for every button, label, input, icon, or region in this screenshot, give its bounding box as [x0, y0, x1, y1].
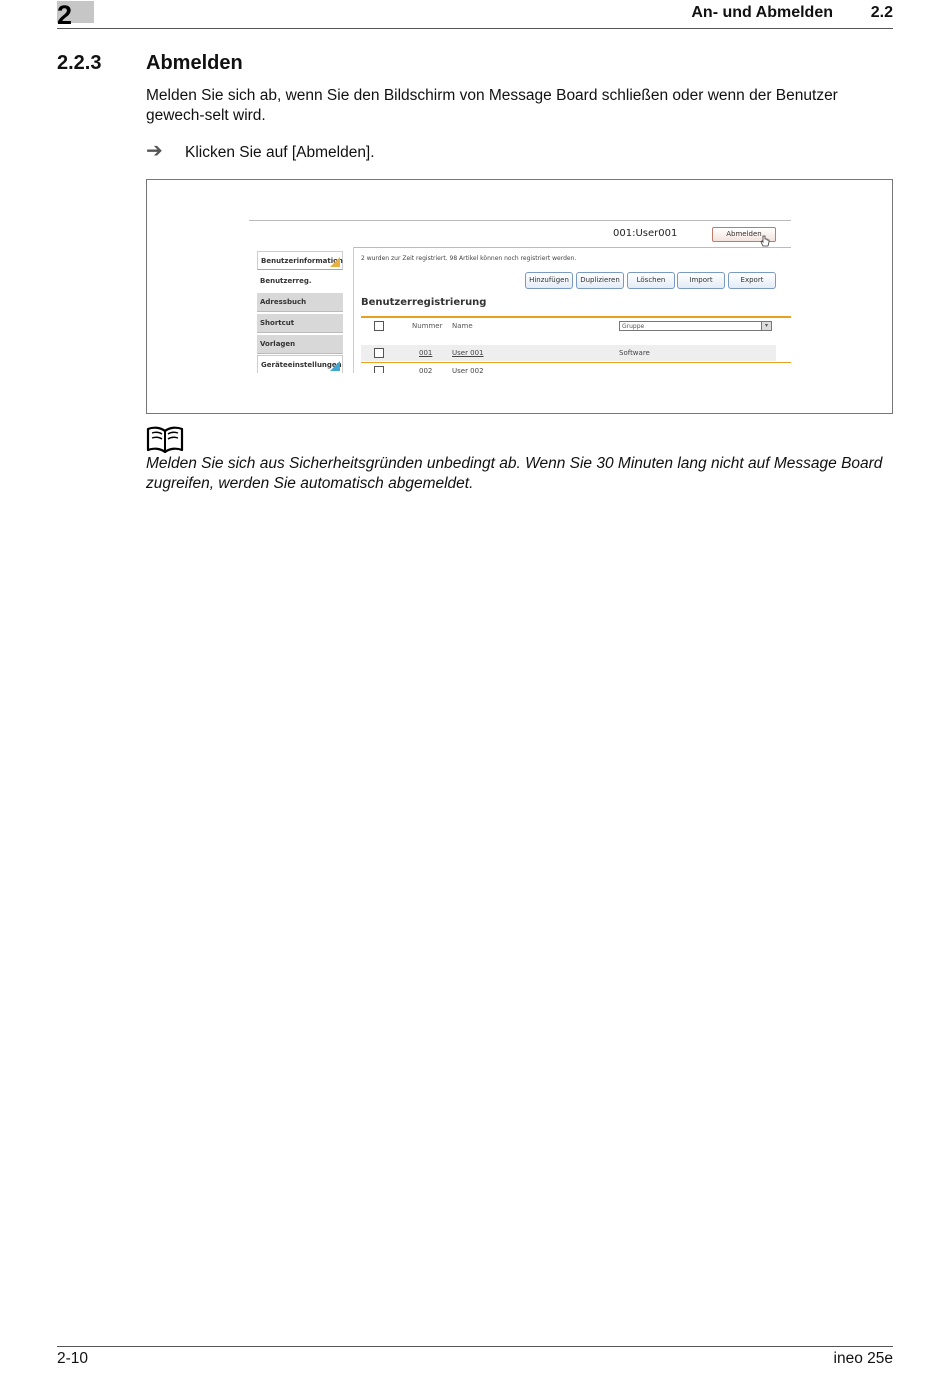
delete-button[interactable]: Löschen — [627, 272, 675, 289]
step-arrow-icon: ➔ — [146, 140, 163, 162]
orange-divider — [361, 316, 791, 318]
row-name-link[interactable]: User 001 — [452, 349, 484, 357]
row-number-link[interactable]: 001 — [419, 349, 433, 357]
sidebar-item-vorlagen[interactable] — [257, 335, 343, 354]
footer-divider — [57, 1346, 893, 1347]
select-all-checkbox[interactable] — [374, 321, 384, 331]
sidebar-item-geraeteeinstellungen[interactable] — [257, 355, 343, 373]
sidebar-item-benutzerreg[interactable] — [257, 272, 343, 291]
product-name: ineo 25e — [833, 1350, 893, 1367]
column-header-number: Nummer — [412, 322, 443, 330]
row-checkbox[interactable] — [374, 366, 384, 373]
duplicate-button[interactable]: Duplizieren — [576, 272, 624, 289]
export-button[interactable]: Export — [728, 272, 776, 289]
step-instruction: Klicken Sie auf [Abmelden]. — [185, 144, 375, 161]
sidebar-item-label: Geräteeinstellungen — [261, 361, 342, 369]
sidebar-item-label: Benutzerreg. — [260, 277, 312, 285]
group-select[interactable] — [619, 321, 772, 331]
chapter-number: 2 — [57, 0, 73, 30]
sidebar-item-benutzerinformation[interactable] — [257, 251, 343, 270]
header-divider — [57, 28, 893, 29]
row-checkbox[interactable] — [374, 348, 384, 358]
open-book-icon — [146, 426, 184, 453]
add-button[interactable]: Hinzufügen — [525, 272, 573, 289]
sidebar-item-label: Adressbuch — [260, 298, 307, 306]
corner-triangle-icon — [330, 257, 340, 267]
row-group: Software — [619, 349, 650, 357]
row-divider — [361, 362, 791, 363]
page-number: 2-10 — [57, 1350, 89, 1367]
chapter-tab — [57, 0, 94, 30]
column-header-name: Name — [452, 322, 473, 330]
row-number-link[interactable]: 002 — [419, 367, 433, 373]
row-name-link[interactable]: User 002 — [452, 367, 484, 373]
import-button[interactable]: Import — [677, 272, 725, 289]
ui-heading: Benutzerregistrierung — [361, 297, 487, 308]
sidebar-item-adressbuch[interactable] — [257, 293, 343, 312]
sidebar-item-label: Vorlagen — [260, 340, 296, 348]
logged-in-user: 001:User001 — [613, 228, 678, 239]
chevron-down-icon: ▾ — [761, 322, 771, 330]
screenshot-figure — [146, 179, 893, 414]
section-title: Abmelden — [146, 52, 243, 74]
logout-button[interactable]: Abmelden — [712, 227, 776, 242]
section-number: 2.2.3 — [57, 52, 102, 74]
sidebar-item-shortcut[interactable] — [257, 314, 343, 333]
note-text: Melden Sie sich aus Sicherheitsgründen unbedingt ab. Wenn Sie 30 Minuten lang nicht auf Message Board zugreifen, werden Sie automatisch abgemeldet. — [146, 455, 883, 492]
corner-triangle-icon — [330, 361, 340, 371]
ui-top-bar — [249, 220, 791, 248]
hand-cursor-icon — [760, 235, 770, 247]
ui-sidebar — [249, 247, 354, 373]
sidebar-item-label: Benutzerinformation — [261, 257, 343, 265]
header-title: An- und Abmelden — [691, 4, 833, 21]
header-section-number: 2.2 — [870, 4, 893, 21]
sidebar-item-label: Shortcut — [260, 319, 295, 327]
group-select-value: Gruppe — [622, 323, 645, 330]
section-body: Melden Sie sich ab, wenn Sie den Bildschirm von Message Board schließen oder wenn der Benutzer gewech-selt wird. — [146, 87, 838, 124]
registration-info: 2 wurden zur Zeit registriert. 98 Artikel können noch registriert werden. — [361, 255, 577, 262]
message-board-ui — [249, 220, 791, 373]
